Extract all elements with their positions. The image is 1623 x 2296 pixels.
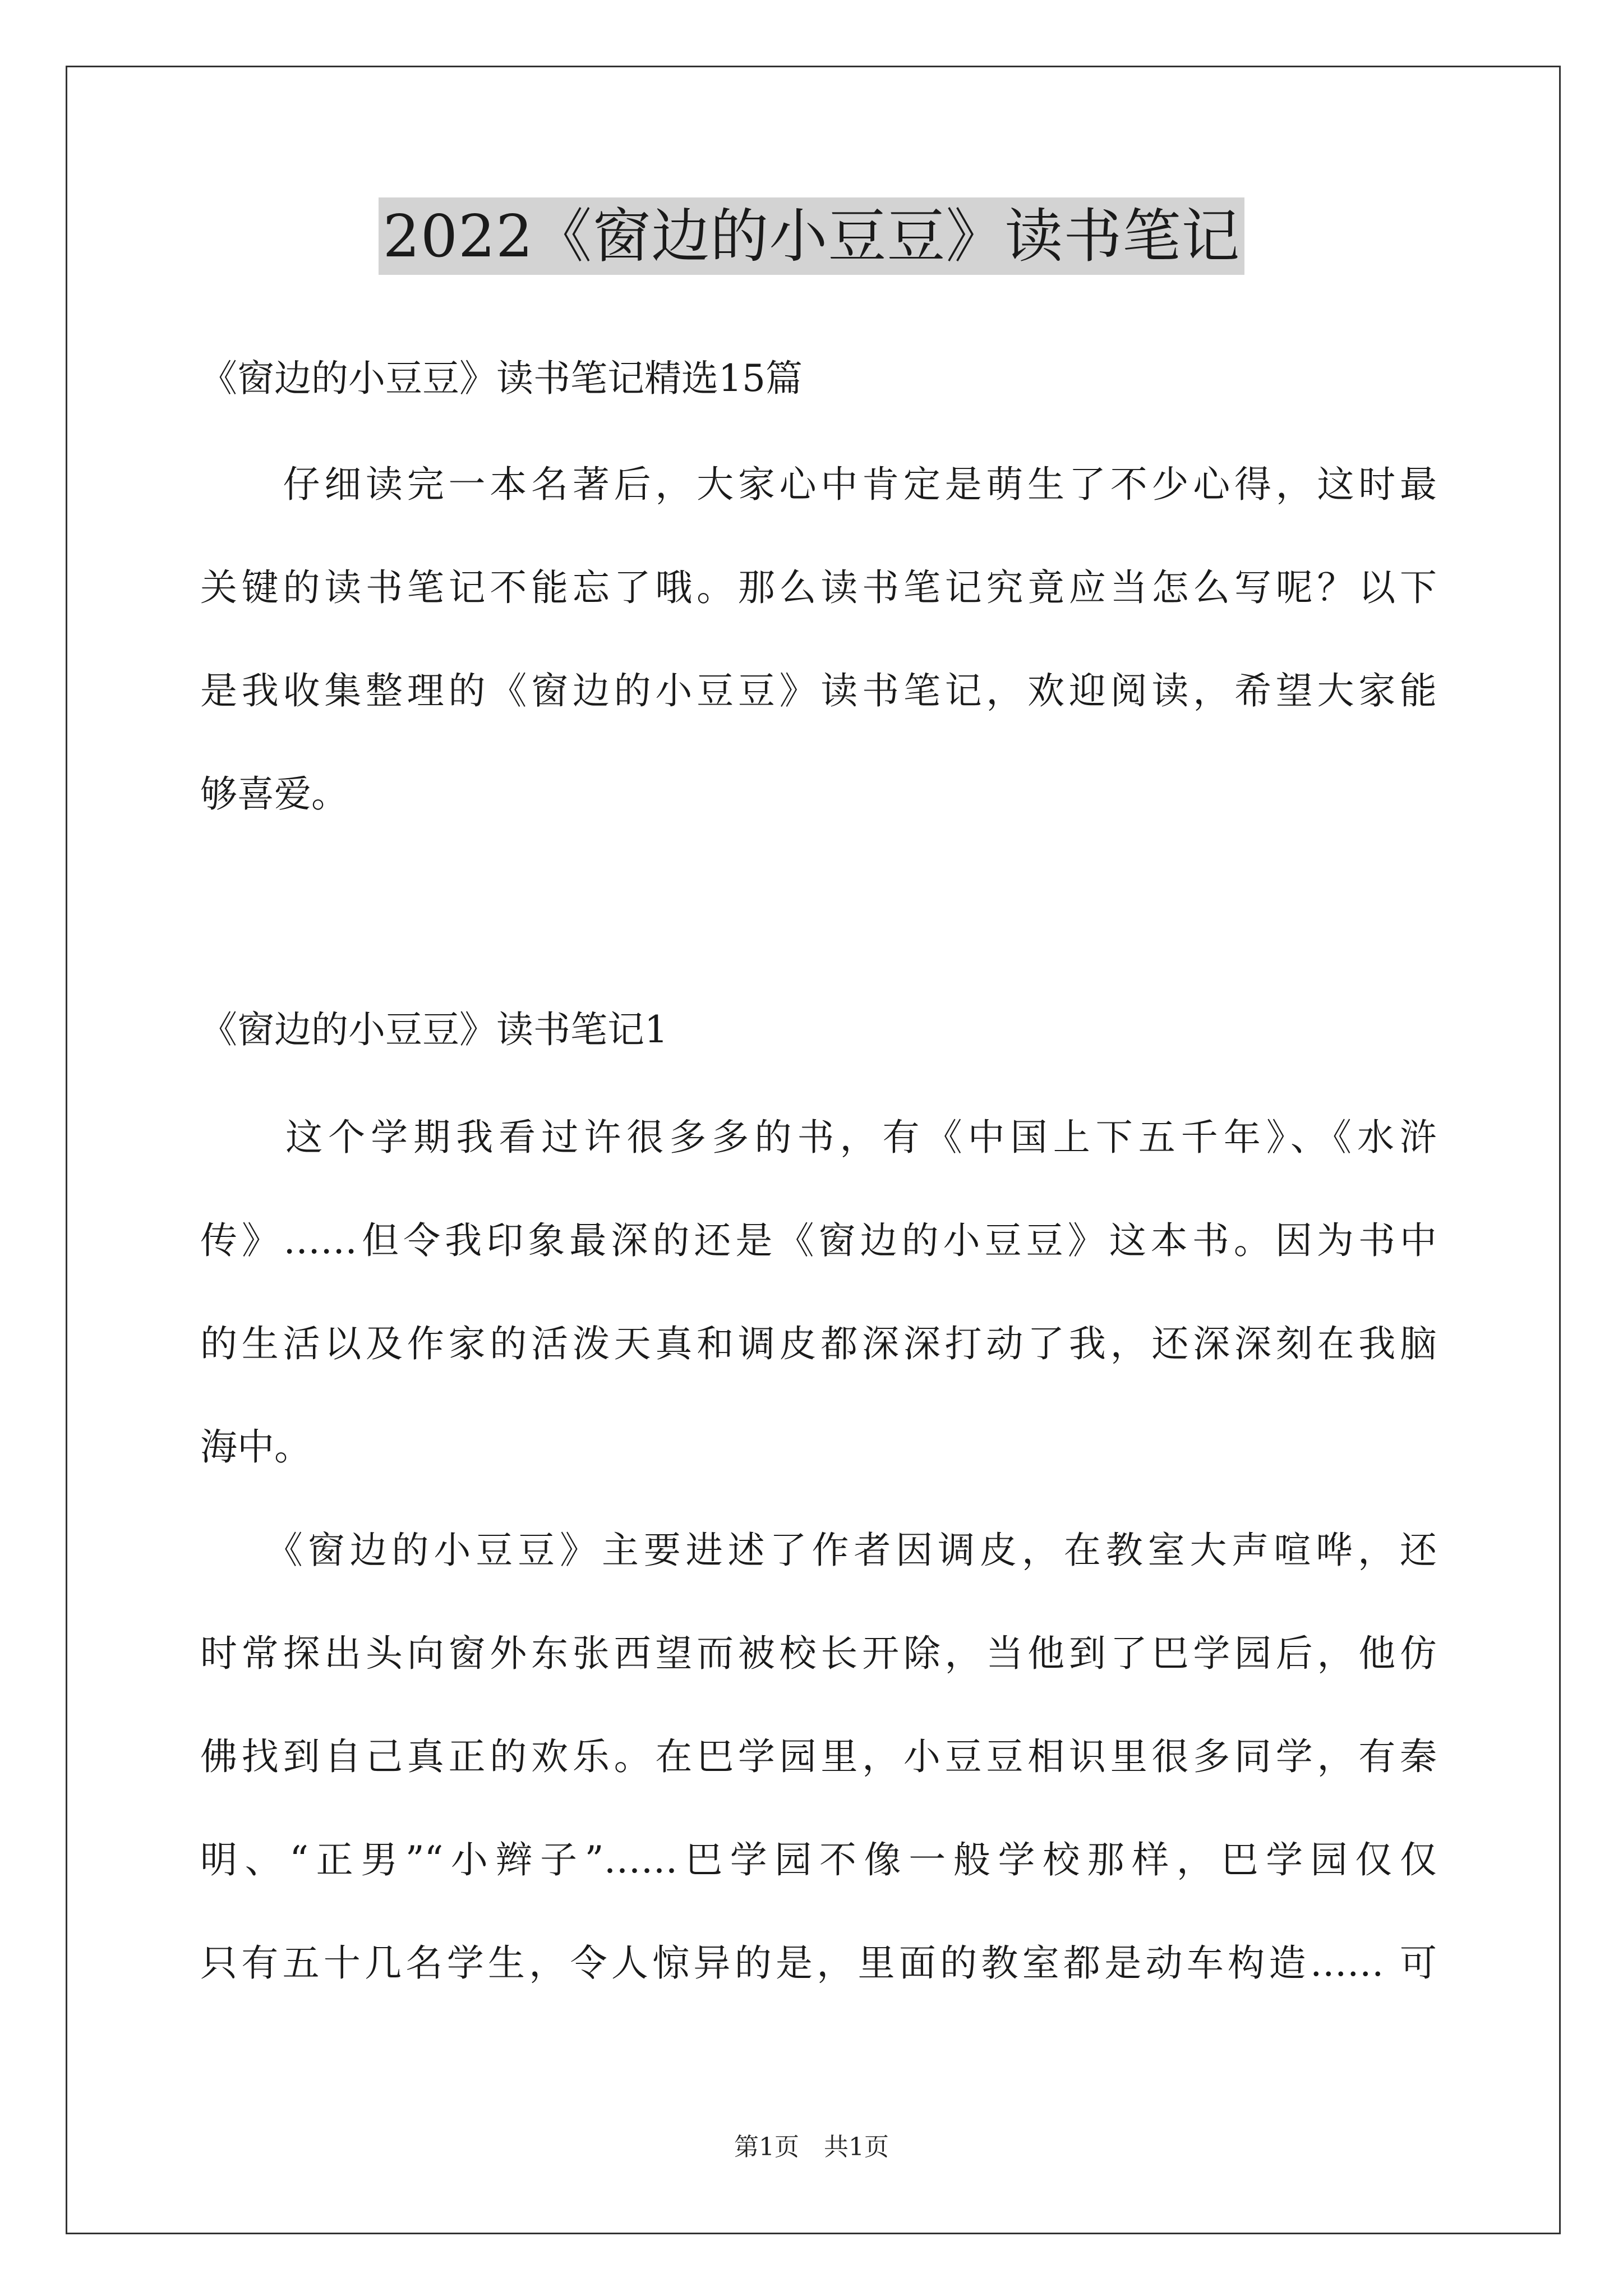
paragraph-line: 明、“正男”“小辫子”……巴学园不像一般学校那样，巴学园仅仅 <box>200 1838 1437 1881</box>
page-footer: 第1页 共1页 <box>734 2133 889 2161</box>
paragraph-line: 这个学期我看过许很多多的书，有《中国上下五千年》、《水浒 <box>200 1116 1437 1159</box>
paragraph-line: 时常探出头向窗外东张西望而被校长开除，当他到了巴学园后，他仿 <box>200 1632 1437 1675</box>
paragraph-line: 海中。 <box>200 1425 311 1469</box>
intro-line: 是我收集整理的《窗边的小豆豆》读书笔记，欢迎阅读，希望大家能 <box>200 669 1437 712</box>
subtitle: 《窗边的小豆豆》读书笔记精选15篇 <box>200 357 803 400</box>
title-container <box>0 197 1623 275</box>
paragraph-line: 的生活以及作家的活泼天真和调皮都深深打动了我，还深深刻在我脑 <box>200 1322 1437 1365</box>
intro-line: 仔细读完一本名著后，大家心中肯定是萌生了不少心得，这时最 <box>200 463 1437 506</box>
intro-line: 够喜爱。 <box>200 772 348 816</box>
paragraph-line: 佛找到自己真正的欢乐。在巴学园里，小豆豆相识里很多同学，有秦 <box>200 1735 1437 1778</box>
document-title: 2022《窗边的小豆豆》读书笔记 <box>379 197 1245 275</box>
paragraph-line: 传》……但令我印象最深的还是《窗边的小豆豆》这本书。因为书中 <box>200 1219 1437 1262</box>
section-heading: 《窗边的小豆豆》读书笔记1 <box>200 1008 668 1051</box>
intro-line: 关键的读书笔记不能忘了哦。那么读书笔记究竟应当怎么写呢？以下 <box>200 566 1437 609</box>
paragraph-line: 只有五十几名学生，令人惊异的是，里面的教室都是动车构造…… 可 <box>200 1941 1437 1985</box>
paragraph-line: 《窗边的小豆豆》主要进述了作者因调皮，在教室大声喧哗，还 <box>200 1529 1437 1572</box>
